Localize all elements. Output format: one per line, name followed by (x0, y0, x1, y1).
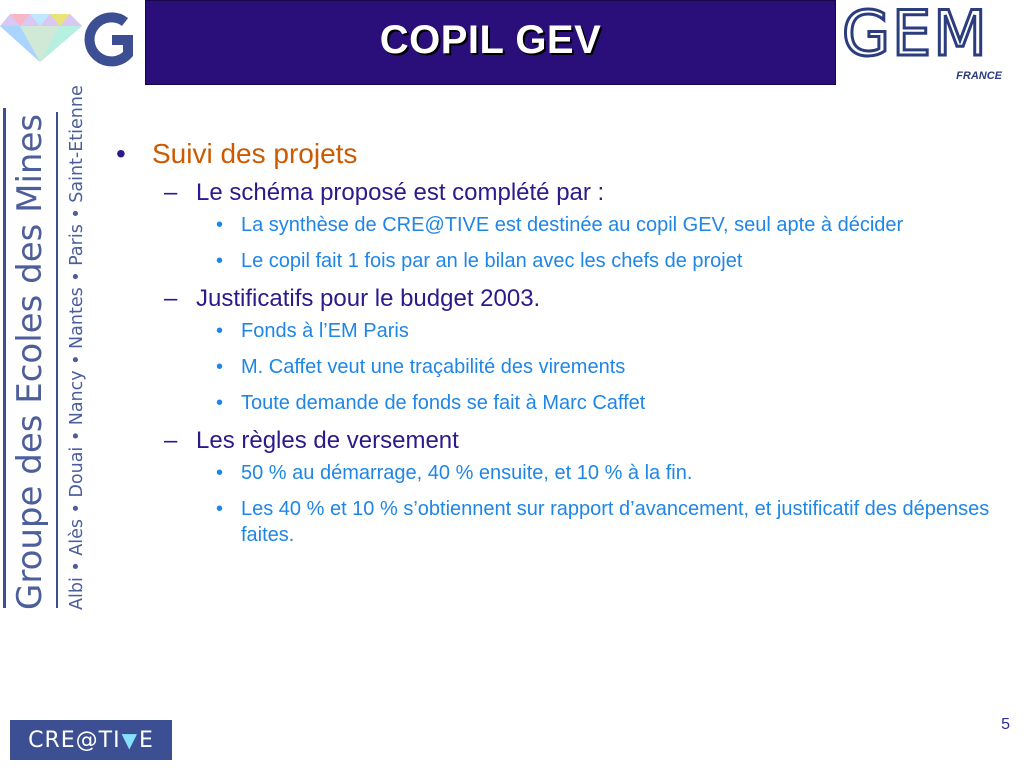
list-item: • M. Caffet veut une traçabilité des virements (216, 356, 626, 378)
section-label: – Justificatifs pour le budget 2003. (164, 285, 541, 312)
slide-content (116, 138, 996, 558)
list-item: • Toute demande de fonds se fait à Marc Caffet (216, 392, 646, 414)
main-heading (116, 138, 996, 170)
heading-text: Suivi des projets (152, 138, 358, 169)
list-item: • La synthèse de CRE@TIVE est destinée au copil GEV, seul apte à décider (216, 214, 904, 236)
section-label: – Les règles de versement (164, 427, 459, 454)
section-label: – Le schéma proposé est complété par : (164, 179, 605, 206)
gem-logo-subtext: FRANCE (956, 70, 1002, 82)
list-item: • Le copil fait 1 fois par an le bilan avec les chefs de projet (216, 250, 743, 272)
vertical-brand-main: Groupe des Ecoles des Mines (10, 113, 50, 610)
creative-logo: CRE@TI ▼ E (10, 720, 172, 760)
page-title: COPIL GEV (379, 18, 602, 62)
list-item: • Les 40 % et 10 % s’obtiennent sur rapport d’avancement, et justificatif des dépenses faites. (216, 498, 990, 546)
bullet-dot: • (116, 138, 126, 169)
list-item: • Fonds à l’EM Paris (216, 320, 409, 342)
list-item: • 50 % au démarrage, 40 % ensuite, et 10 % à la fin. (216, 462, 693, 484)
gem-diamond-logo (0, 0, 150, 80)
title-banner (145, 0, 836, 85)
page-number: 5 (1001, 716, 1010, 733)
gem-france-logo (842, 0, 1014, 90)
gem-logo-text: GEM (842, 0, 989, 70)
vertical-brand-cities: Albi • Alès • Douai • Nancy • Nantes • Paris • Saint-Etienne (67, 85, 87, 610)
vertical-brand (0, 85, 100, 614)
diamond-icon: ▼ (121, 728, 138, 752)
